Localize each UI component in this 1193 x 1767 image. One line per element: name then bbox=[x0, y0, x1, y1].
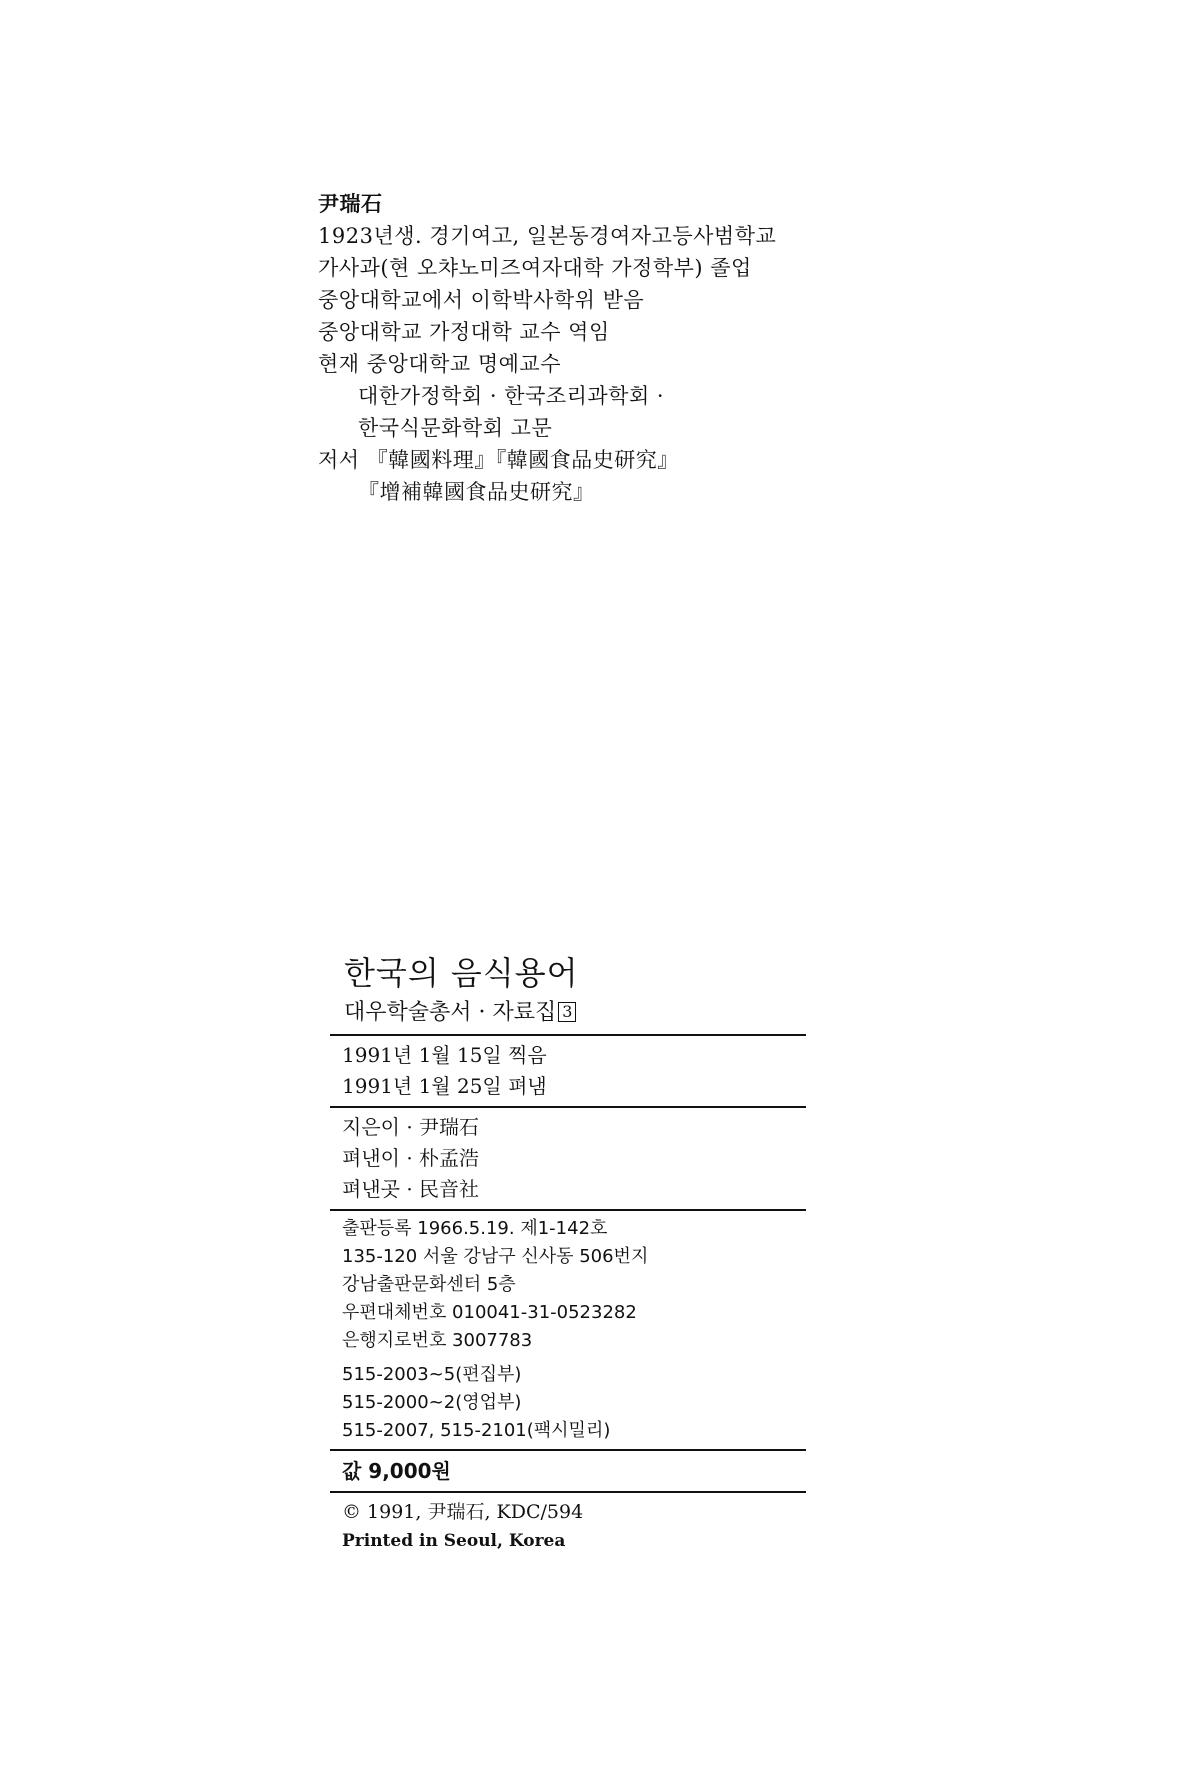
divider bbox=[330, 1106, 806, 1108]
bio-line: 1923년생. 경기여고, 일본동경여자고등사범학교 bbox=[318, 224, 777, 248]
series-line bbox=[344, 996, 810, 1030]
author-bio bbox=[318, 188, 938, 508]
credit-author: 지은이 · 尹瑞石 bbox=[342, 1115, 480, 1139]
printed-in: Printed in Seoul, Korea bbox=[342, 1531, 566, 1551]
publisher-info bbox=[330, 1215, 810, 1445]
price: 값 9,000원 bbox=[342, 1459, 451, 1483]
bio-line: 저서 『韓國料理』『韓國食品史研究』 bbox=[318, 448, 679, 472]
bio-line: 중앙대학교 가정대학 교수 역임 bbox=[318, 320, 610, 344]
postal-account: 우편대체번호 010041-31-0523282 bbox=[342, 1302, 637, 1323]
credit-publisher: 펴낸이 · 朴孟浩 bbox=[342, 1146, 480, 1170]
bio-line: 『增補韓國食品史研究』 bbox=[358, 480, 595, 504]
author-name: 尹瑞石 bbox=[318, 191, 383, 216]
print-dates bbox=[330, 1040, 810, 1102]
bio-line: 현재 중앙대학교 명예교수 bbox=[318, 352, 561, 376]
divider bbox=[330, 1491, 806, 1493]
address-building: 강남출판문화센터 5층 bbox=[342, 1274, 516, 1295]
publish-date: 1991년 1월 25일 펴냄 bbox=[342, 1074, 547, 1098]
phone-fax: 515-2007, 515-2101(팩시밀리) bbox=[342, 1420, 611, 1441]
bio-line: 중앙대학교에서 이학박사학위 받음 bbox=[318, 288, 645, 312]
book-title: 한국의 음식용어 bbox=[344, 954, 579, 992]
bio-line: 대한가정학회 · 한국조리과학회 · bbox=[358, 384, 665, 408]
divider bbox=[330, 1034, 806, 1036]
divider bbox=[330, 1449, 806, 1451]
copyright: © 1991, 尹瑞石, KDC/594 bbox=[342, 1501, 584, 1523]
credit-house: 펴낸곳 · 民音社 bbox=[342, 1177, 480, 1201]
series-number: 3 bbox=[558, 1002, 576, 1022]
bio-line: 한국식문화학회 고문 bbox=[358, 416, 553, 440]
print-date: 1991년 1월 15일 찍음 bbox=[342, 1043, 547, 1067]
phone-editorial: 515-2003~5(편집부) bbox=[342, 1364, 522, 1385]
credits bbox=[330, 1112, 810, 1205]
series-name: 대우학술총서 · 자료집 bbox=[344, 1000, 557, 1025]
colophon bbox=[330, 950, 810, 1555]
address: 135-120 서울 강남구 신사동 506번지 bbox=[342, 1246, 649, 1267]
divider bbox=[330, 1209, 806, 1211]
giro-number: 은행지로번호 3007783 bbox=[342, 1330, 533, 1351]
bio-line: 가사과(현 오챠노미즈여자대학 가정학부) 졸업 bbox=[318, 256, 752, 280]
phone-sales: 515-2000~2(영업부) bbox=[342, 1392, 522, 1413]
registration: 출판등록 1966.5.19. 제1-142호 bbox=[342, 1218, 608, 1239]
